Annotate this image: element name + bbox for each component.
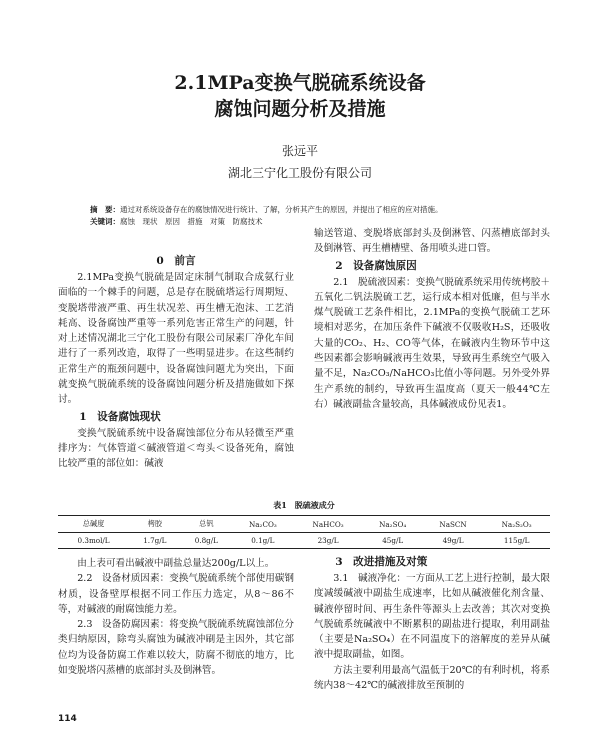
- section-heading-measures: 3 改进措施及对策: [335, 556, 428, 568]
- left-column: [58, 252, 294, 472]
- table-header-cell: Na₂SO₄: [363, 516, 423, 533]
- table-cell: 0.8g/L: [181, 533, 233, 549]
- table-cell: 0.3mol/L: [58, 533, 129, 549]
- right-column: [314, 226, 550, 412]
- paper-title-line1: 2.1MPa变换气脱硫系统设备: [174, 72, 426, 94]
- status-paragraph: 变换气脱硫系统中设备腐蚀部位分布从轻微至严重排序为：气体管道＜碱液管道＜弯头＜设备死角，腐蚀比较严重的部位如：碱液: [58, 427, 294, 470]
- table-header-cell: 总钒: [181, 516, 233, 533]
- lower-left-column: [58, 556, 294, 678]
- paper-title-line2: 腐蚀问题分析及措施: [214, 98, 386, 120]
- table-header-cell: 栲胶: [129, 516, 181, 533]
- table-header-cell: NaHCO₃: [294, 516, 363, 533]
- purification-paragraph: 3.1 碱液净化：一方面从工艺上进行控制，最大限度减缓碱液中副盐生成速率，比如从碱液催化剂含量、碱液停留时间、再生条件等源头上去改善；其次对变换气脱硫系统碱液中不断累积的副盐进行提取，利用副盐（主要是Na₂SO₄）在不同温度下的溶解度的差异从碱液中提取副盐，如图。: [314, 573, 550, 661]
- table-header-cell: Na₂CO₃: [232, 516, 293, 533]
- table-header-cell: NaSCN: [423, 516, 484, 533]
- table-caption: 表1 脱硫液成分: [273, 500, 335, 510]
- table-cell: 49g/L: [423, 533, 484, 549]
- table-cell: 1.7g/L: [129, 533, 181, 549]
- anticorrosion-paragraph: 2.3 设备防腐因素：将变换气脱硫系统腐蚀部位分类归纳原因，除弯头腐蚀为碱液冲刷是主因外，其它部位均为设备防腐工作难以较大，防腐不彻底的地方，比如变脱塔闪蒸槽的底部封头及倒淋管。: [58, 619, 294, 677]
- table-cell: 115g/L: [483, 533, 550, 549]
- section-heading-causes: 2 设备腐蚀原因: [335, 259, 417, 272]
- table-cell: 23g/L: [294, 533, 363, 549]
- causes-paragraph: 2.1 脱硫液因素：变换气脱硫系统采用传统栲胶＋五氧化二钒法脱硫工艺，运行成本相对低廉，但与半水煤气脱硫工艺条件相比，2.1MPa的变换气脱硫工艺环境相对恶劣，在加压条件下碱液不仅吸收H₂S，还吸收大量的CO₂、H₂、CO等气体，在碱液内生物环节中这些因素都会影响碱液再生效果，导致再生系统空气吸入量不足，Na₂CO₃/NaHCO₃比值小等问题。另外受外界生产系统的制约，导致再生温度高（夏天一般44℃左右）碱液副盐含量较高，具体碱液成份见表1。: [314, 276, 550, 410]
- status-paragraph-continued: 输送管道、变脱塔底部封头及倒淋管、闪蒸槽底部封头及倒淋管、再生槽槽壁、备用喷头进口管。: [314, 228, 550, 255]
- page-number: 114: [58, 714, 77, 724]
- table-header-row: [58, 516, 550, 533]
- abstract-text: 通过对系统设备存在的腐蚀情况进行统计、了解，分析其产生的原因，并提出了相应的应对措施。: [120, 205, 443, 214]
- composition-table-block: [58, 500, 550, 549]
- composition-table: [58, 515, 550, 549]
- intro-paragraph: 2.1MPa变换气脱硫是固定床制气制取合成氨行业面临的一个棘手的问题，总是存在脱硫塔运行周期短、变脱塔带液严重、再生状况差、再生槽无泡沫、工艺消耗高、设备腐蚀严重等一系列危害正常生产的问题，针对上述情况湖北三宁化工股份有限公司尿素厂净化车间进行了一系列改造，取得了一些明显进步。在这些制约正常生产的瓶颈问题中，设备腐蚀问题尤为突出，下面就变换气脱硫系统的设备腐蚀问题分析及措施做如下探讨。: [58, 272, 294, 406]
- table-header-cell: Na₂S₂O₃: [483, 516, 550, 533]
- section-heading-intro: 0 前言: [156, 255, 196, 267]
- method-paragraph: 方法主要利用最高气温低于20℃的有利时机，将系统内38～42℃的碱液排放至预制的: [314, 664, 550, 692]
- table-header-cell: 总碱度: [58, 516, 129, 533]
- author-name: 张远平: [281, 144, 318, 158]
- salt-total-paragraph: 由上表可看出碱液中副盐总量达200g/L以上。: [77, 558, 275, 569]
- table-cell: 45g/L: [363, 533, 423, 549]
- abstract: [90, 204, 520, 215]
- keywords-label: 关键词：: [90, 217, 120, 226]
- table-row: [58, 533, 550, 549]
- table-cell: 0.1g/L: [232, 533, 293, 549]
- author-affiliation: 湖北三宁化工股份有限公司: [227, 166, 372, 180]
- material-paragraph: 2.2 设备材质因素：变换气脱硫系统个部使用碳钢材质，设备壁厚根据不同工作压力选定，从8～86不等，对碱液的耐腐蚀能力差。: [58, 573, 294, 615]
- lower-right-column: [314, 553, 550, 693]
- section-heading-status: 1 设备腐蚀现状: [79, 410, 161, 423]
- abstract-label: 摘 要：: [90, 205, 120, 214]
- keywords-text: 腐蚀 现状 原因 措施 对策 防腐技术: [120, 217, 263, 226]
